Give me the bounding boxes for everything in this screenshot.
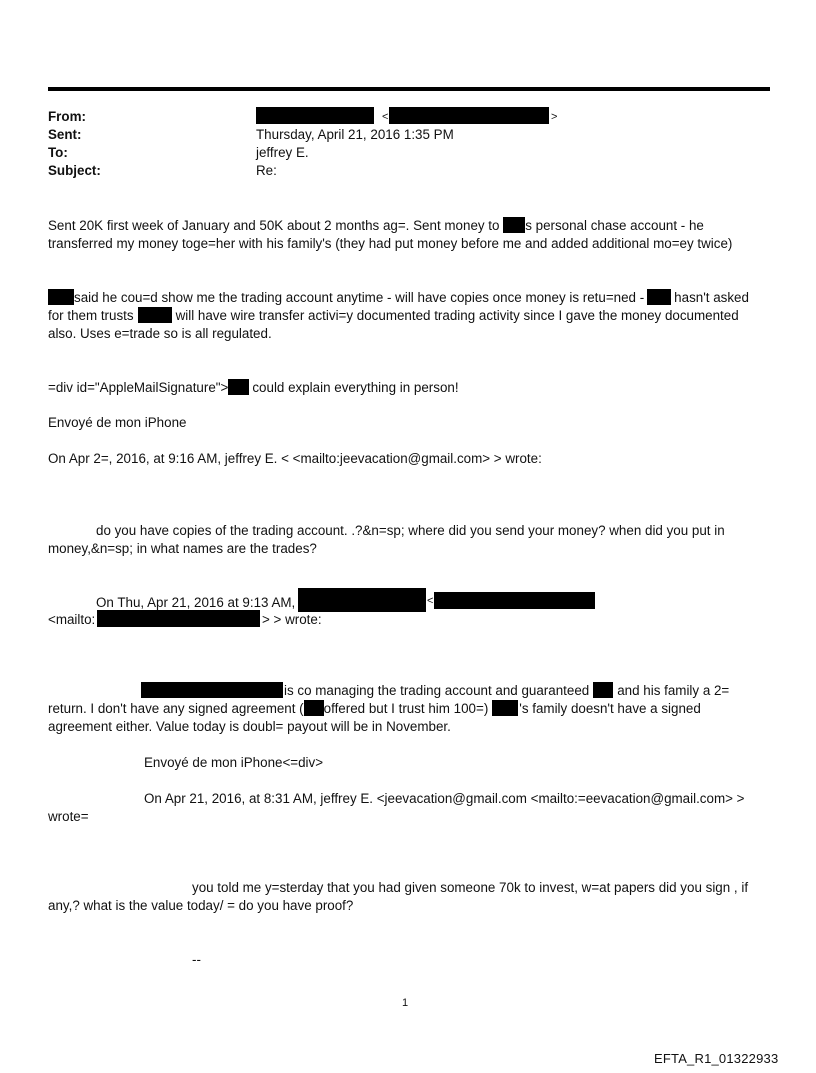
from-label: From: bbox=[48, 109, 86, 124]
signature-line: Envoyé de mon iPhone<=div> bbox=[144, 755, 324, 770]
body-text: is co managing the trading account and guaranteed bbox=[284, 683, 590, 698]
body-text: s personal chase account - he bbox=[525, 218, 704, 233]
body-text: could explain everything in person! bbox=[252, 380, 459, 395]
page-number: 1 bbox=[402, 997, 409, 1009]
from-gt: > bbox=[551, 111, 558, 123]
to-label: To: bbox=[48, 145, 68, 160]
redaction bbox=[138, 307, 172, 323]
body-text: 's family doesn't have a signed bbox=[519, 701, 701, 716]
redaction-sender-name bbox=[256, 107, 374, 124]
redaction bbox=[304, 700, 324, 716]
quote-header: On Thu, Apr 21, 2016 at 9:13 AM, bbox=[96, 595, 296, 610]
body-line: transferred my money toge=her with his family's (they had put money before me and added additional mo=ey twice) bbox=[48, 236, 733, 251]
document-id-footer: EFTA_R1_01322933 bbox=[654, 1051, 779, 1066]
redaction bbox=[503, 217, 525, 233]
redaction bbox=[434, 592, 595, 609]
signature-dashes: -- bbox=[192, 952, 201, 967]
redaction bbox=[228, 379, 249, 395]
body-text: for them trusts bbox=[48, 308, 134, 323]
redaction bbox=[48, 289, 74, 305]
redaction bbox=[647, 289, 671, 305]
quote-header-lt: < bbox=[427, 595, 434, 607]
quote-header-end: > > wrote: bbox=[262, 612, 322, 627]
body-text: Sent 20K first week of January and 50K about 2 months ag=. Sent money to bbox=[48, 218, 504, 233]
to-value: jeffrey E. bbox=[256, 145, 309, 160]
sent-value: Thursday, April 21, 2016 1:35 PM bbox=[256, 127, 454, 142]
body-text: and his family a 2= bbox=[617, 683, 730, 698]
body-text: =div id="AppleMailSignature"> bbox=[48, 380, 229, 395]
body-line bbox=[48, 379, 459, 397]
subject-label: Subject: bbox=[48, 163, 101, 178]
redaction-sender-email bbox=[389, 107, 549, 124]
quote-header: On Apr 2=, 2016, at 9:16 AM, jeffrey E. < <mailto:jeevacation@gmail.com> > wrote: bbox=[48, 451, 542, 466]
redaction bbox=[593, 682, 613, 698]
quoted-line: agreement either. Value today is doubl= payout will be in November. bbox=[48, 719, 451, 734]
body-line bbox=[48, 217, 704, 235]
quote-header-mailto: <mailto: bbox=[48, 612, 96, 627]
quote-header: On Apr 21, 2016, at 8:31 AM, jeffrey E. <jeevacation@gmail.com <mailto:=eevacation@gmail.com> > bbox=[144, 791, 745, 806]
quoted-line: do you have copies of the trading account. .?&n=sp; where did you send your money? when did you put in bbox=[96, 523, 725, 538]
quoted-line bbox=[48, 700, 701, 718]
body-line bbox=[48, 289, 749, 307]
body-text: return. I don't have any signed agreement ( bbox=[48, 701, 304, 716]
quote-header: wrote= bbox=[48, 809, 89, 824]
redaction bbox=[141, 682, 283, 698]
quoted-line: money,&n=sp; in what names are the trades? bbox=[48, 541, 317, 556]
redaction bbox=[492, 700, 518, 716]
redaction bbox=[298, 588, 426, 612]
sent-label: Sent: bbox=[48, 127, 82, 142]
quoted-line bbox=[284, 682, 729, 700]
quoted-line: any,? what is the value today/ = do you have proof? bbox=[48, 898, 354, 913]
from-lt: < bbox=[382, 111, 389, 123]
body-text: will have wire transfer activi=y documented trading activity since I gave the money documented bbox=[175, 308, 739, 323]
body-text: hasn't asked bbox=[674, 290, 749, 305]
body-line: also. Uses e=trade so is all regulated. bbox=[48, 326, 272, 341]
subject-value: Re: bbox=[256, 163, 277, 178]
signature-line: Envoyé de mon iPhone bbox=[48, 415, 187, 430]
redaction bbox=[97, 610, 260, 627]
body-text: said he cou=d show me the trading account anytime - will have copies once money is retu=ned - bbox=[74, 290, 645, 305]
quoted-line: you told me y=sterday that you had given someone 70k to invest, w=at papers did you sign , if bbox=[192, 880, 749, 895]
body-line bbox=[48, 307, 739, 325]
header-rule bbox=[48, 87, 770, 91]
body-text: offered but I trust him 100=) bbox=[323, 701, 489, 716]
